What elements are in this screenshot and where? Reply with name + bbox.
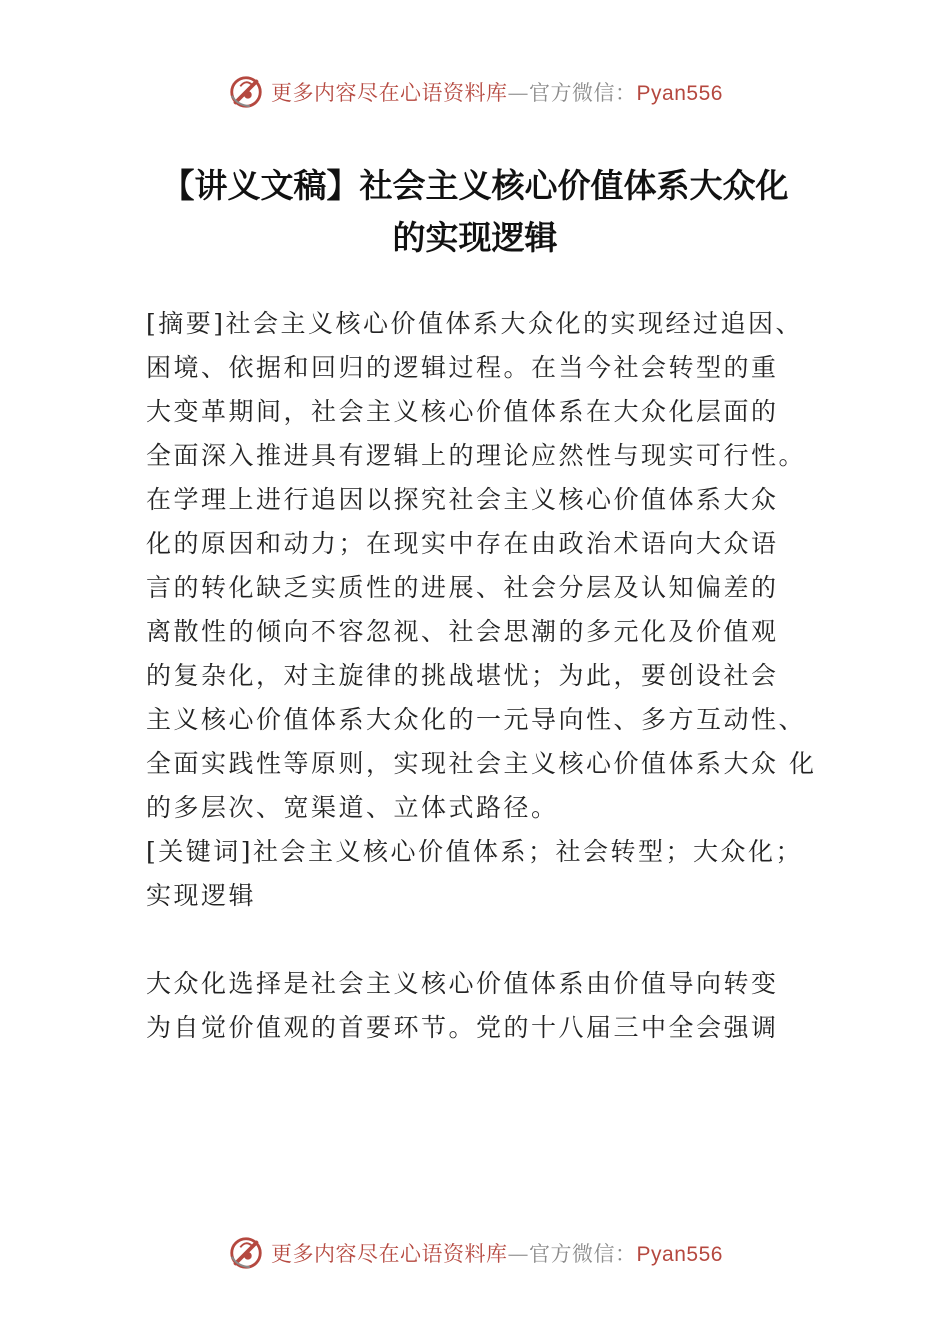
body-line: 为自觉价值观的首要环节。党的十八届三中全会强调 xyxy=(146,1013,779,1042)
document-title xyxy=(80,160,870,264)
abstract-line: 全面实践性等原则，实现社会主义核心价值体系大众 化 xyxy=(146,749,817,778)
abstract-line: 化的原因和动力；在现实中存在由政治术语向大众语 xyxy=(146,529,779,558)
banner-wechat-label: 官方微信： xyxy=(529,81,637,105)
abstract-line: 的复杂化，对主旋律的挑战堪忧；为此，要创设社会 xyxy=(146,661,779,690)
abstract-line: [摘要]社会主义核心价值体系大众化的实现经过追因、 xyxy=(146,309,804,338)
abstract-line: 大变革期间，社会主义核心价值体系在大众化层面的 xyxy=(146,397,779,426)
title-line: 【讲义文稿】社会主义核心价值体系大众化 xyxy=(161,166,789,205)
title-line: 的实现逻辑 xyxy=(392,218,558,257)
banner-wechat-id: Pyan556 xyxy=(636,82,723,105)
banner-text: 更多内容尽在心语资料库 xyxy=(271,81,508,105)
footer-banner xyxy=(0,1229,950,1277)
header-banner xyxy=(0,68,950,116)
paragraph-spacer xyxy=(146,918,836,962)
abstract-line: 困境、依据和回归的逻辑过程。在当今社会转型的重 xyxy=(146,353,779,382)
banner-text: 更多内容尽在心语资料库 xyxy=(271,1242,508,1266)
abstract-line: 的多层次、宽渠道、立体式路径。 xyxy=(146,793,559,822)
banner-wechat-label: 官方微信： xyxy=(529,1242,637,1266)
abstract-line: 言的转化缺乏实质性的进展、社会分层及认知偏差的 xyxy=(146,573,779,602)
brand-logo-icon xyxy=(227,1234,265,1272)
banner-wechat-id: Pyan556 xyxy=(636,1243,723,1266)
keywords-line: 实现逻辑 xyxy=(146,881,257,910)
abstract-line: 离散性的倾向不容忽视、社会思潮的多元化及价值观 xyxy=(146,617,779,646)
keywords-line: [关键词]社会主义核心价值体系；社会转型；大众化； xyxy=(146,837,804,866)
body-line: 大众化选择是社会主义核心价值体系由价值导向转变 xyxy=(146,969,779,998)
banner-separator: — xyxy=(507,81,530,105)
banner-separator: — xyxy=(507,1242,530,1266)
abstract-paragraph xyxy=(146,302,836,830)
abstract-line: 在学理上进行追因以探究社会主义核心价值体系大众 xyxy=(146,485,779,514)
abstract-line: 主义核心价值体系大众化的一元导向性、多方互动性、 xyxy=(146,705,807,734)
body-paragraph xyxy=(146,962,836,1050)
brand-logo-icon xyxy=(227,73,265,111)
keywords-paragraph xyxy=(146,830,836,918)
document-body xyxy=(146,302,836,1050)
abstract-line: 全面深入推进具有逻辑上的理论应然性与现实可行性。 xyxy=(146,441,807,470)
